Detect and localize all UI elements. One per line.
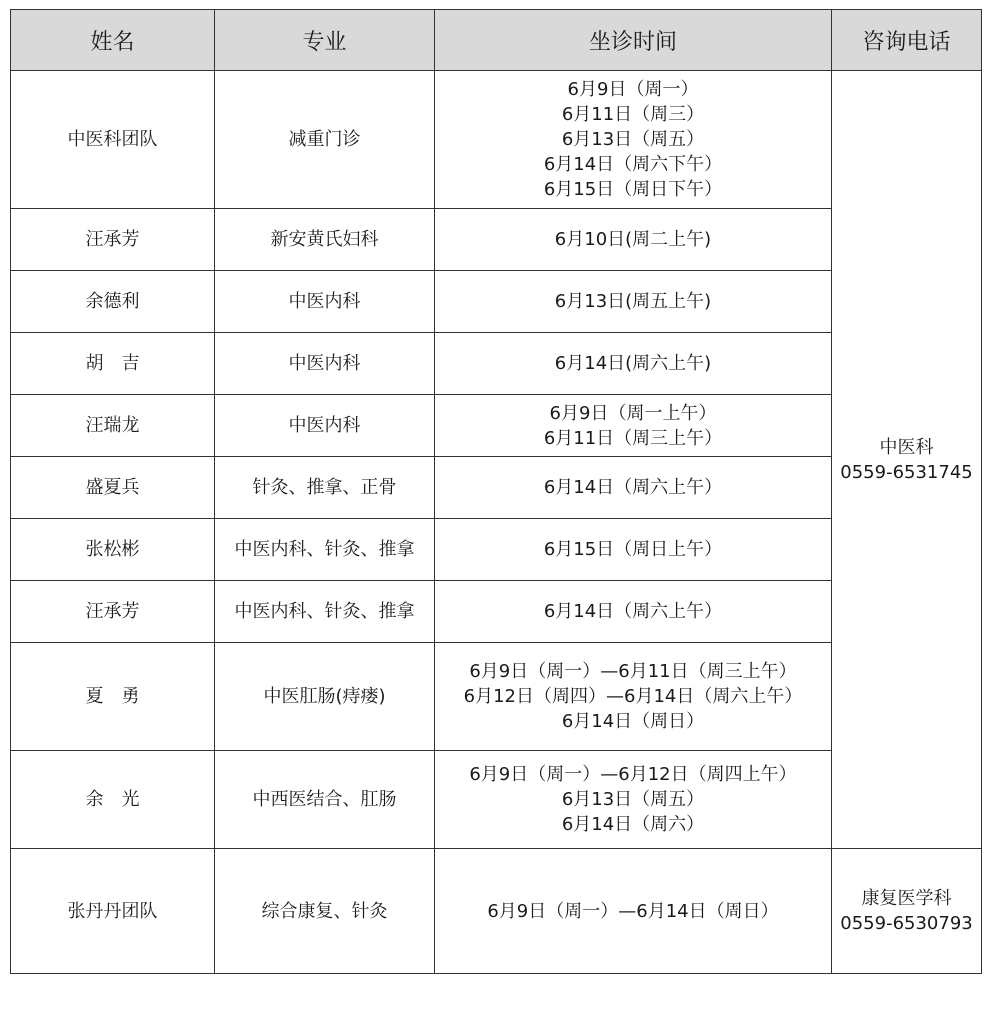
schedule-line: 6月13日(周五上午) (554, 291, 712, 312)
schedule-cell (435, 643, 832, 751)
schedule-line: 6月9日（周一） (567, 79, 699, 100)
schedule-line: 6月14日（周六上午） (543, 477, 723, 498)
contact-cell-rehab (832, 849, 982, 974)
schedule-line: 6月11日（周三） (561, 104, 705, 125)
specialty: 中医内科、针灸、推拿 (215, 519, 435, 581)
doctor-name: 汪瑞龙 (11, 395, 215, 457)
contact-dept: 康复医学科 (861, 888, 952, 909)
schedule-line: 6月14日（周日） (561, 711, 705, 732)
header-specialty: 专业 (215, 10, 435, 71)
schedule-line: 6月9日（周一）—6月14日（周日） (487, 900, 779, 922)
header-name: 姓名 (11, 10, 215, 71)
doctor-name: 汪承芳 (11, 581, 215, 643)
schedule-cell (435, 209, 832, 271)
header-schedule: 坐诊时间 (435, 10, 832, 71)
header-row (11, 10, 982, 71)
schedule-cell (435, 395, 832, 457)
doctor-name: 余 光 (11, 751, 215, 849)
schedule-line: 6月15日（周日上午） (543, 539, 723, 560)
doctor-name: 余德利 (11, 271, 215, 333)
specialty: 中医内科 (215, 395, 435, 457)
doctor-name: 中医科团队 (11, 71, 215, 209)
contact-phone: 0559-6530793 (840, 913, 973, 934)
specialty: 综合康复、针灸 (215, 849, 435, 974)
doctor-name: 盛夏兵 (11, 457, 215, 519)
schedule-line: 6月13日（周五） (561, 789, 705, 810)
schedule-line: 6月14日（周六上午） (543, 601, 723, 622)
doctor-name: 张松彬 (11, 519, 215, 581)
schedule-line: 6月13日（周五） (561, 129, 705, 150)
schedule-cell (435, 71, 832, 209)
schedule-line: 6月9日（周一）—6月11日（周三上午） (469, 661, 797, 682)
doctor-name: 汪承芳 (11, 209, 215, 271)
specialty: 中医内科、针灸、推拿 (215, 581, 435, 643)
table-row (11, 849, 982, 974)
table-row (11, 71, 982, 209)
doctor-name: 胡 吉 (11, 333, 215, 395)
schedule-cell (435, 849, 832, 974)
specialty: 中西医结合、肛肠 (215, 751, 435, 849)
schedule-line: 6月12日（周四）—6月14日（周六上午） (463, 686, 803, 707)
specialty: 新安黄氏妇科 (215, 209, 435, 271)
schedule-cell (435, 519, 832, 581)
contact-cell-tcm (832, 71, 982, 849)
specialty: 中医内科 (215, 333, 435, 395)
doctor-name: 张丹丹团队 (11, 849, 215, 974)
schedule-line: 6月14日(周六上午) (554, 353, 712, 374)
schedule-line: 6月15日（周日下午） (543, 179, 723, 200)
specialty: 中医内科 (215, 271, 435, 333)
schedule-line: 6月9日（周一）—6月12日（周四上午） (469, 764, 797, 785)
contact-phone: 0559-6531745 (840, 461, 973, 483)
specialty: 针灸、推拿、正骨 (215, 457, 435, 519)
schedule-cell (435, 457, 832, 519)
clinic-schedule-table (10, 9, 982, 974)
specialty: 中医肛肠(痔瘘) (215, 643, 435, 751)
schedule-line: 6月11日（周三上午） (543, 427, 723, 449)
contact-dept: 中医科 (879, 436, 934, 458)
header-contact: 咨询电话 (832, 10, 982, 71)
schedule-line: 6月10日(周二上午) (554, 229, 712, 250)
schedule-cell (435, 271, 832, 333)
schedule-cell (435, 751, 832, 849)
schedule-line: 6月14日（周六下午） (543, 154, 723, 175)
schedule-cell (435, 581, 832, 643)
doctor-name: 夏 勇 (11, 643, 215, 751)
schedule-cell (435, 333, 832, 395)
schedule-line: 6月14日（周六） (561, 814, 705, 835)
specialty: 减重门诊 (215, 71, 435, 209)
schedule-line: 6月9日（周一上午） (549, 402, 717, 424)
